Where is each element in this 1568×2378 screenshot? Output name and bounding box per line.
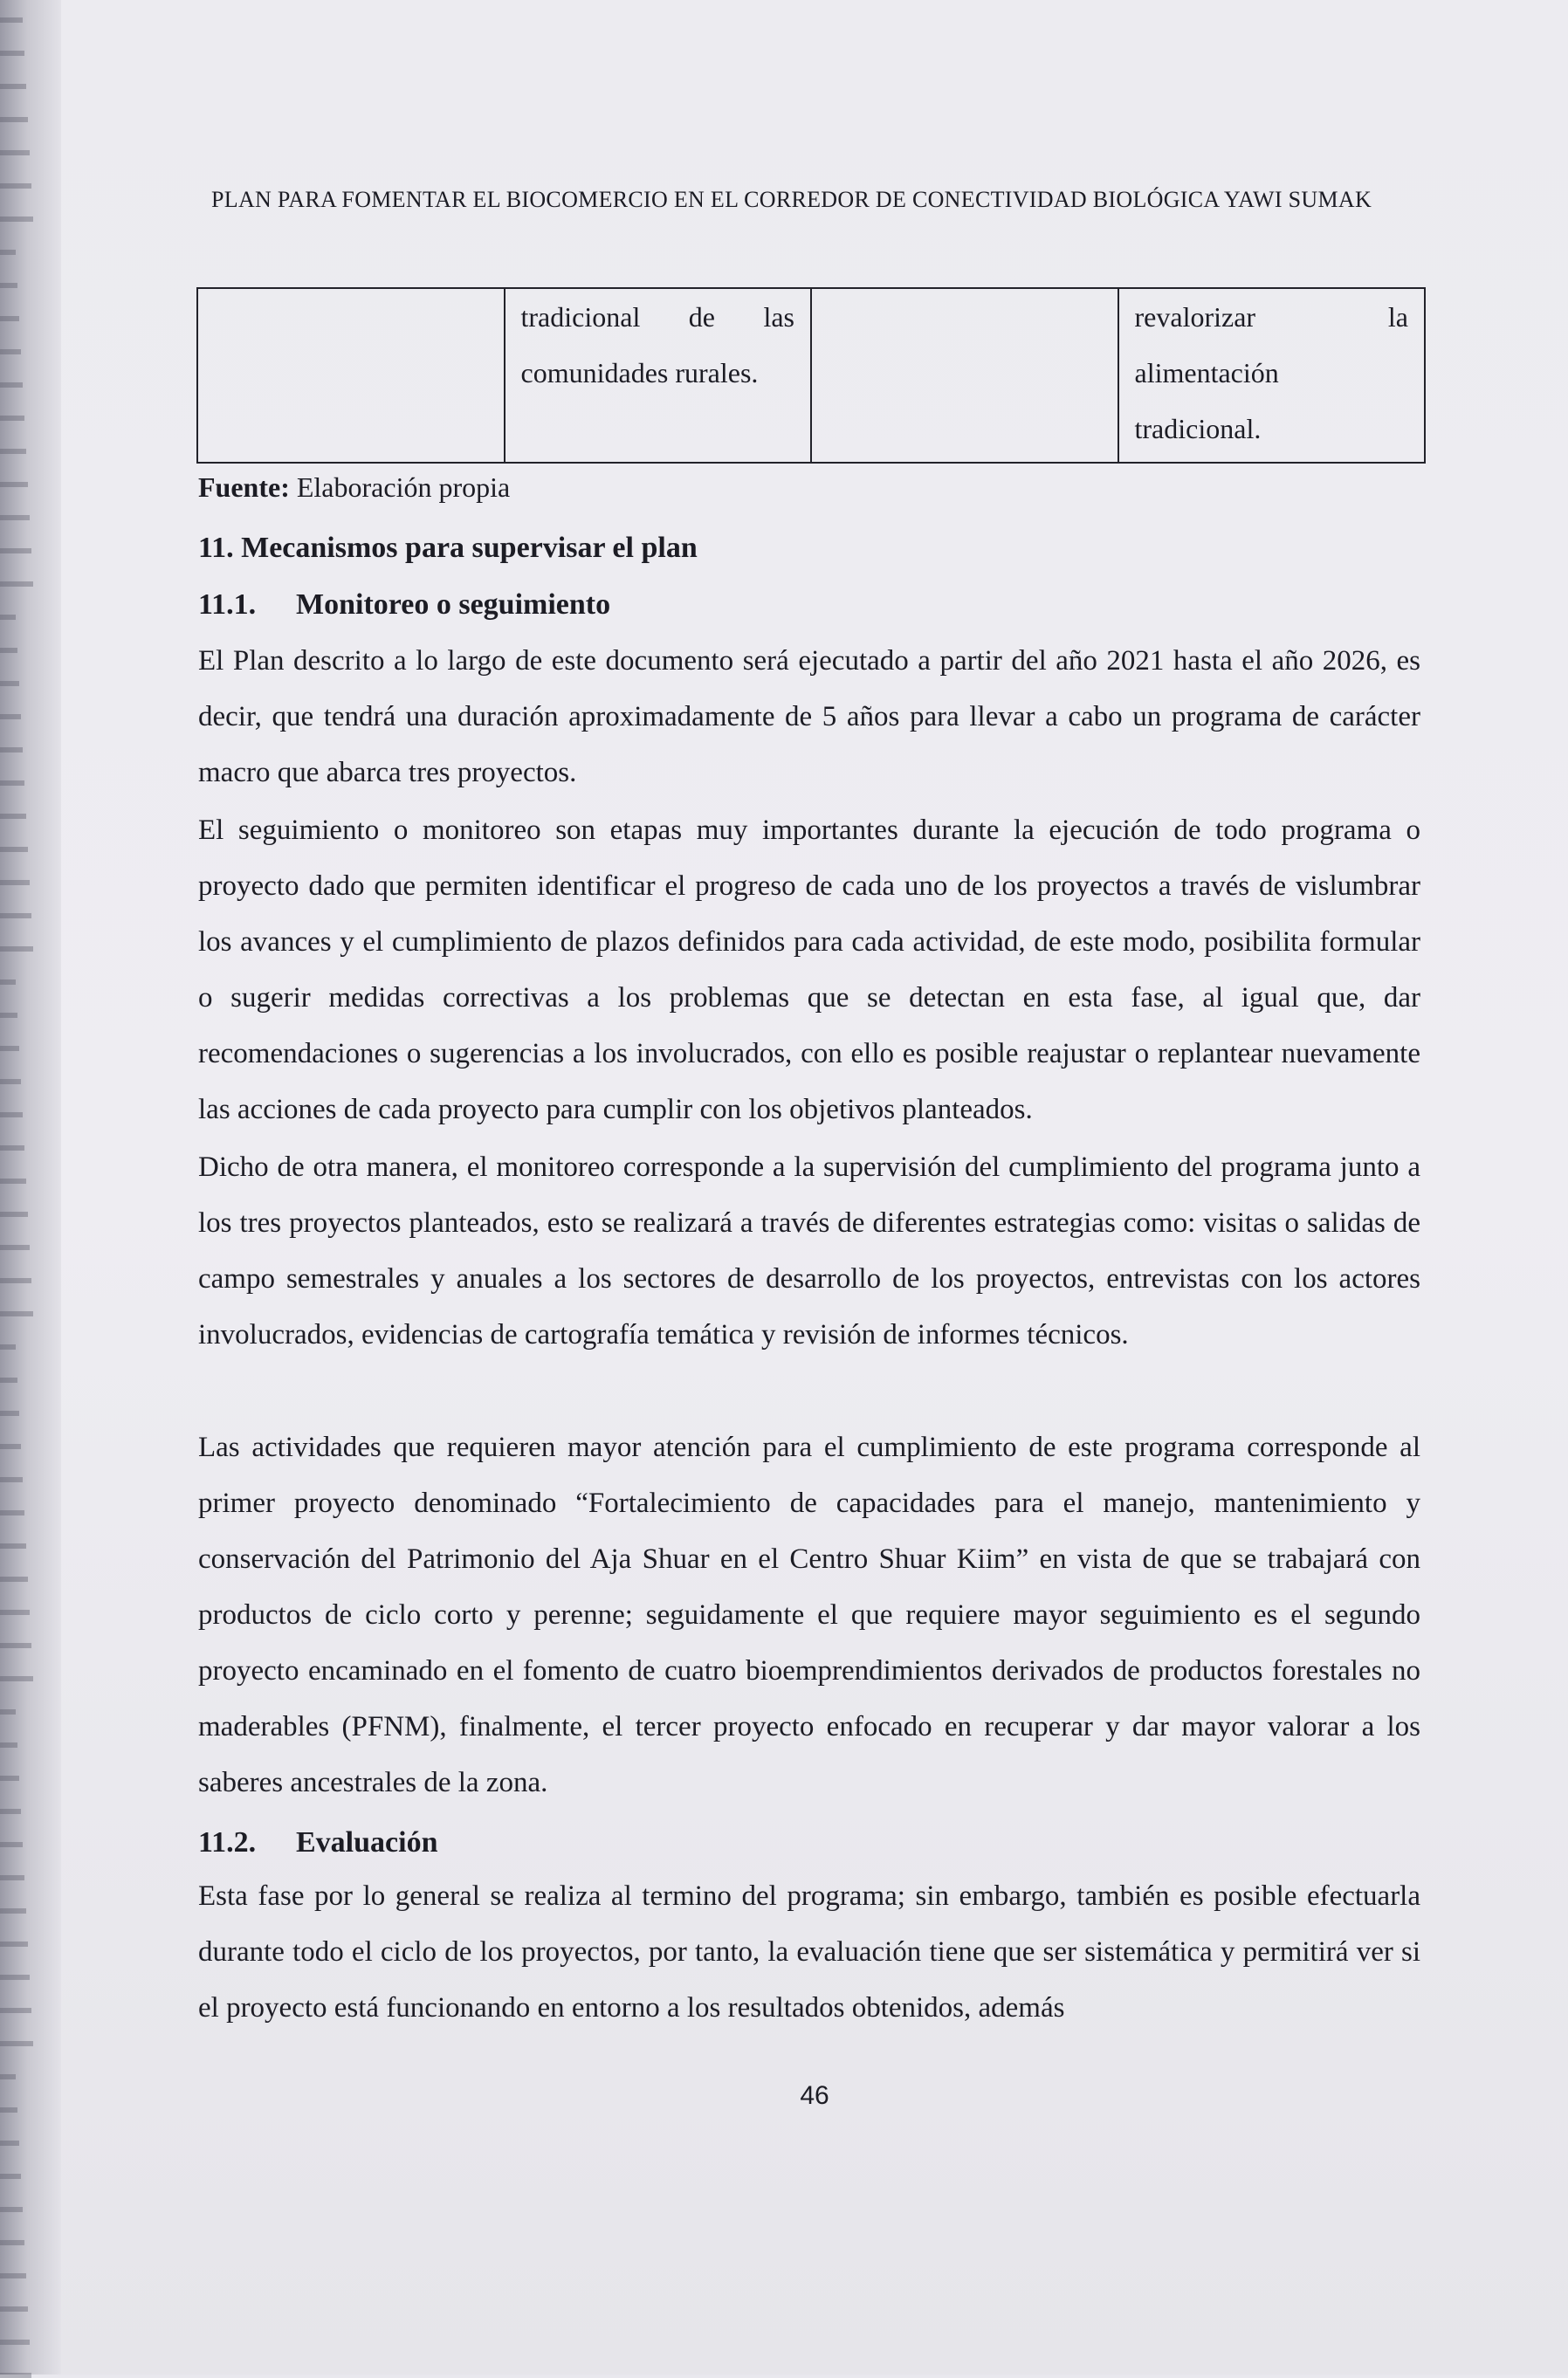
- binding-mark: [0, 2273, 26, 2278]
- binding-mark: [0, 913, 31, 918]
- binding-mark: [0, 2008, 31, 2013]
- binding-mark: [0, 1444, 21, 1449]
- binding-mark: [0, 2207, 23, 2212]
- binding-mark: [0, 814, 26, 819]
- binding-mark: [0, 714, 21, 719]
- binding-mark: [0, 979, 16, 985]
- binding-mark: [0, 1278, 31, 1283]
- binding-mark: [0, 548, 31, 553]
- cell-text-line: tradicional de las: [520, 301, 794, 333]
- binding-mark: [0, 2373, 31, 2378]
- binding-mark: [0, 1742, 17, 1748]
- binding-mark: [0, 1013, 17, 1018]
- source-text: Elaboración propia: [296, 471, 511, 503]
- binding-mark: [0, 2041, 33, 2046]
- binding-mark: [0, 1477, 23, 1482]
- binding-mark: [0, 1179, 26, 1184]
- binding-mark: [0, 880, 30, 885]
- paragraph-plan-duration: El Plan descrito a lo largo de este documento será ejecutado a partir del año 2021 hasta el año 2026, es decir, que tendrá una duración aproximadamente de 5 años para llevar a cabo un programa de carácter macro que abarca tres proyectos.: [198, 645, 1420, 788]
- binding-mark: [0, 1975, 30, 1980]
- binding-mark: [0, 1908, 26, 1914]
- section-heading-11: 11. Mecanismos para supervisar el plan: [198, 532, 698, 564]
- binding-mark: [0, 2174, 21, 2179]
- running-header: PLAN PARA FOMENTAR EL BIOCOMERCIO EN EL CORREDOR DE CONECTIVIDAD BIOLÓGICA YAWI SUMAK: [211, 187, 1372, 212]
- binding-mark: [0, 780, 24, 786]
- binding-mark: [0, 1543, 26, 1549]
- binding-mark: [0, 216, 33, 222]
- binding-mark: [0, 1776, 19, 1781]
- binding-mark: [0, 51, 24, 56]
- binding-mark: [0, 1809, 21, 1814]
- binding-mark: [0, 283, 17, 288]
- paragraph-evaluation: Esta fase por lo general se realiza al termino del programa; sin embargo, también es posible efectuarla durante todo el ciclo de los proyectos, por tanto, la evaluación tiene que ser sistemática y permitirá ver si el proyecto está funcionando en entorno a los resultados obtenidos, además: [198, 1880, 1420, 2024]
- binding-mark: [0, 648, 17, 653]
- subsection-heading-11-1: [198, 588, 610, 622]
- source-label: Fuente:: [198, 471, 290, 503]
- document-page: [61, 0, 1568, 2375]
- binding-mark: [0, 2074, 16, 2079]
- book-binding-edge: [0, 0, 61, 2375]
- table-source: [198, 471, 510, 504]
- continued-table: [196, 287, 1426, 464]
- binding-mark: [0, 1378, 17, 1383]
- binding-mark: [0, 117, 28, 122]
- paragraph-monitoring-importance: El seguimiento o monitoreo son etapas muy importantes durante la ejecución de todo programa o proyecto dado que permiten identificar el progreso de cada uno de los proyectos a través de vislumbrar los avances y el cumplimiento de plazos definidos para cada actividad, de este modo, posibilita formular o sugerir medidas correctivas a los problemas que se detectan en esta fase, al igual que, dar recomendaciones o sugerencias a los involucrados, con ello es posible reajustar o replantear nuevamente las acciones de cada proyecto para cumplir con los objetivos planteados.: [198, 814, 1420, 1125]
- binding-mark: [0, 1709, 16, 1715]
- table-cell-2: [505, 288, 812, 463]
- binding-mark: [0, 1875, 24, 1880]
- page-number: 46: [800, 2081, 829, 2110]
- binding-mark: [0, 1676, 33, 1681]
- paragraph-monitoring-strategies: Dicho de otra manera, el monitoreo corresponde a la supervisión del cumplimiento del programa junto a los tres proyectos planteados, esto se realizará a través de diferentes estrategias como: visitas o salidas de campo semestrales y anuales a los sectores de desarrollo de los proyectos, entrevistas con los actores involucrados, evidencias de cartografía temática y revisión de informes técnicos.: [198, 1151, 1420, 1351]
- binding-mark: [0, 1079, 21, 1084]
- table-cell-4: [1118, 288, 1426, 463]
- table-cell-1: [197, 288, 505, 463]
- binding-mark: [0, 1344, 16, 1350]
- binding-mark: [0, 1112, 23, 1117]
- binding-mark: [0, 581, 33, 587]
- binding-mark: [0, 515, 30, 520]
- binding-mark: [0, 2240, 24, 2245]
- binding-mark: [0, 349, 21, 354]
- binding-mark: [0, 449, 26, 454]
- subsection-title: Evaluación: [296, 1826, 438, 1859]
- cell-text-line: comunidades rurales.: [520, 357, 759, 388]
- binding-mark: [0, 681, 19, 686]
- binding-mark: [0, 1610, 30, 1615]
- binding-mark: [0, 1577, 28, 1582]
- binding-mark: [0, 84, 26, 89]
- binding-mark: [0, 17, 23, 23]
- binding-mark: [0, 1245, 30, 1250]
- binding-mark: [0, 1411, 19, 1416]
- binding-mark: [0, 150, 30, 155]
- binding-mark: [0, 1311, 33, 1316]
- binding-mark: [0, 416, 24, 421]
- binding-mark: [0, 1046, 19, 1051]
- binding-mark: [0, 615, 16, 620]
- binding-mark: [0, 2306, 28, 2312]
- subsection-title: Monitoreo o seguimiento: [296, 588, 611, 621]
- binding-mark: [0, 1212, 28, 1217]
- binding-mark: [0, 747, 23, 753]
- binding-mark: [0, 1510, 24, 1515]
- binding-mark: [0, 1145, 24, 1151]
- binding-mark: [0, 847, 28, 852]
- binding-mark: [0, 946, 33, 952]
- cell-text-line: revalorizar la: [1134, 301, 1408, 333]
- cell-text-line: alimentación: [1134, 357, 1279, 388]
- binding-mark: [0, 482, 28, 487]
- subsection-number: 11.2.: [198, 1826, 257, 1859]
- binding-mark: [0, 316, 19, 321]
- subsection-number: 11.1.: [198, 588, 257, 621]
- binding-mark: [0, 1842, 23, 1847]
- binding-mark: [0, 382, 23, 388]
- paragraph-priority-activities: Las actividades que requieren mayor atención para el cumplimiento de este programa corresponde al primer proyecto denominado “Fortalecimiento de capacidades para el manejo, mantenimiento y conservación del Patrimonio del Aja Shuar en el Centro Shuar Kiim” en vista de que se trabajará con productos de ciclo corto y perenne; seguidamente el que requiere mayor seguimiento es el segundo proyecto encaminado en el fomento de cuatro bioemprendimientos derivados de productos forestales no maderables (PFNM), finalmente, el tercer proyecto enfocado en recuperar y dar mayor valorar a los saberes ancestrales de la zona.: [198, 1432, 1420, 1798]
- binding-mark: [0, 250, 16, 255]
- cell-text-line: tradicional.: [1134, 413, 1262, 444]
- binding-mark: [0, 2340, 30, 2345]
- binding-mark: [0, 2107, 17, 2113]
- binding-mark: [0, 1942, 28, 1947]
- table-row: [197, 288, 1425, 463]
- binding-mark: [0, 2141, 19, 2146]
- binding-mark: [0, 183, 31, 189]
- subsection-heading-11-2: [198, 1826, 437, 1859]
- table-cell-3: [811, 288, 1118, 463]
- binding-mark: [0, 1643, 31, 1648]
